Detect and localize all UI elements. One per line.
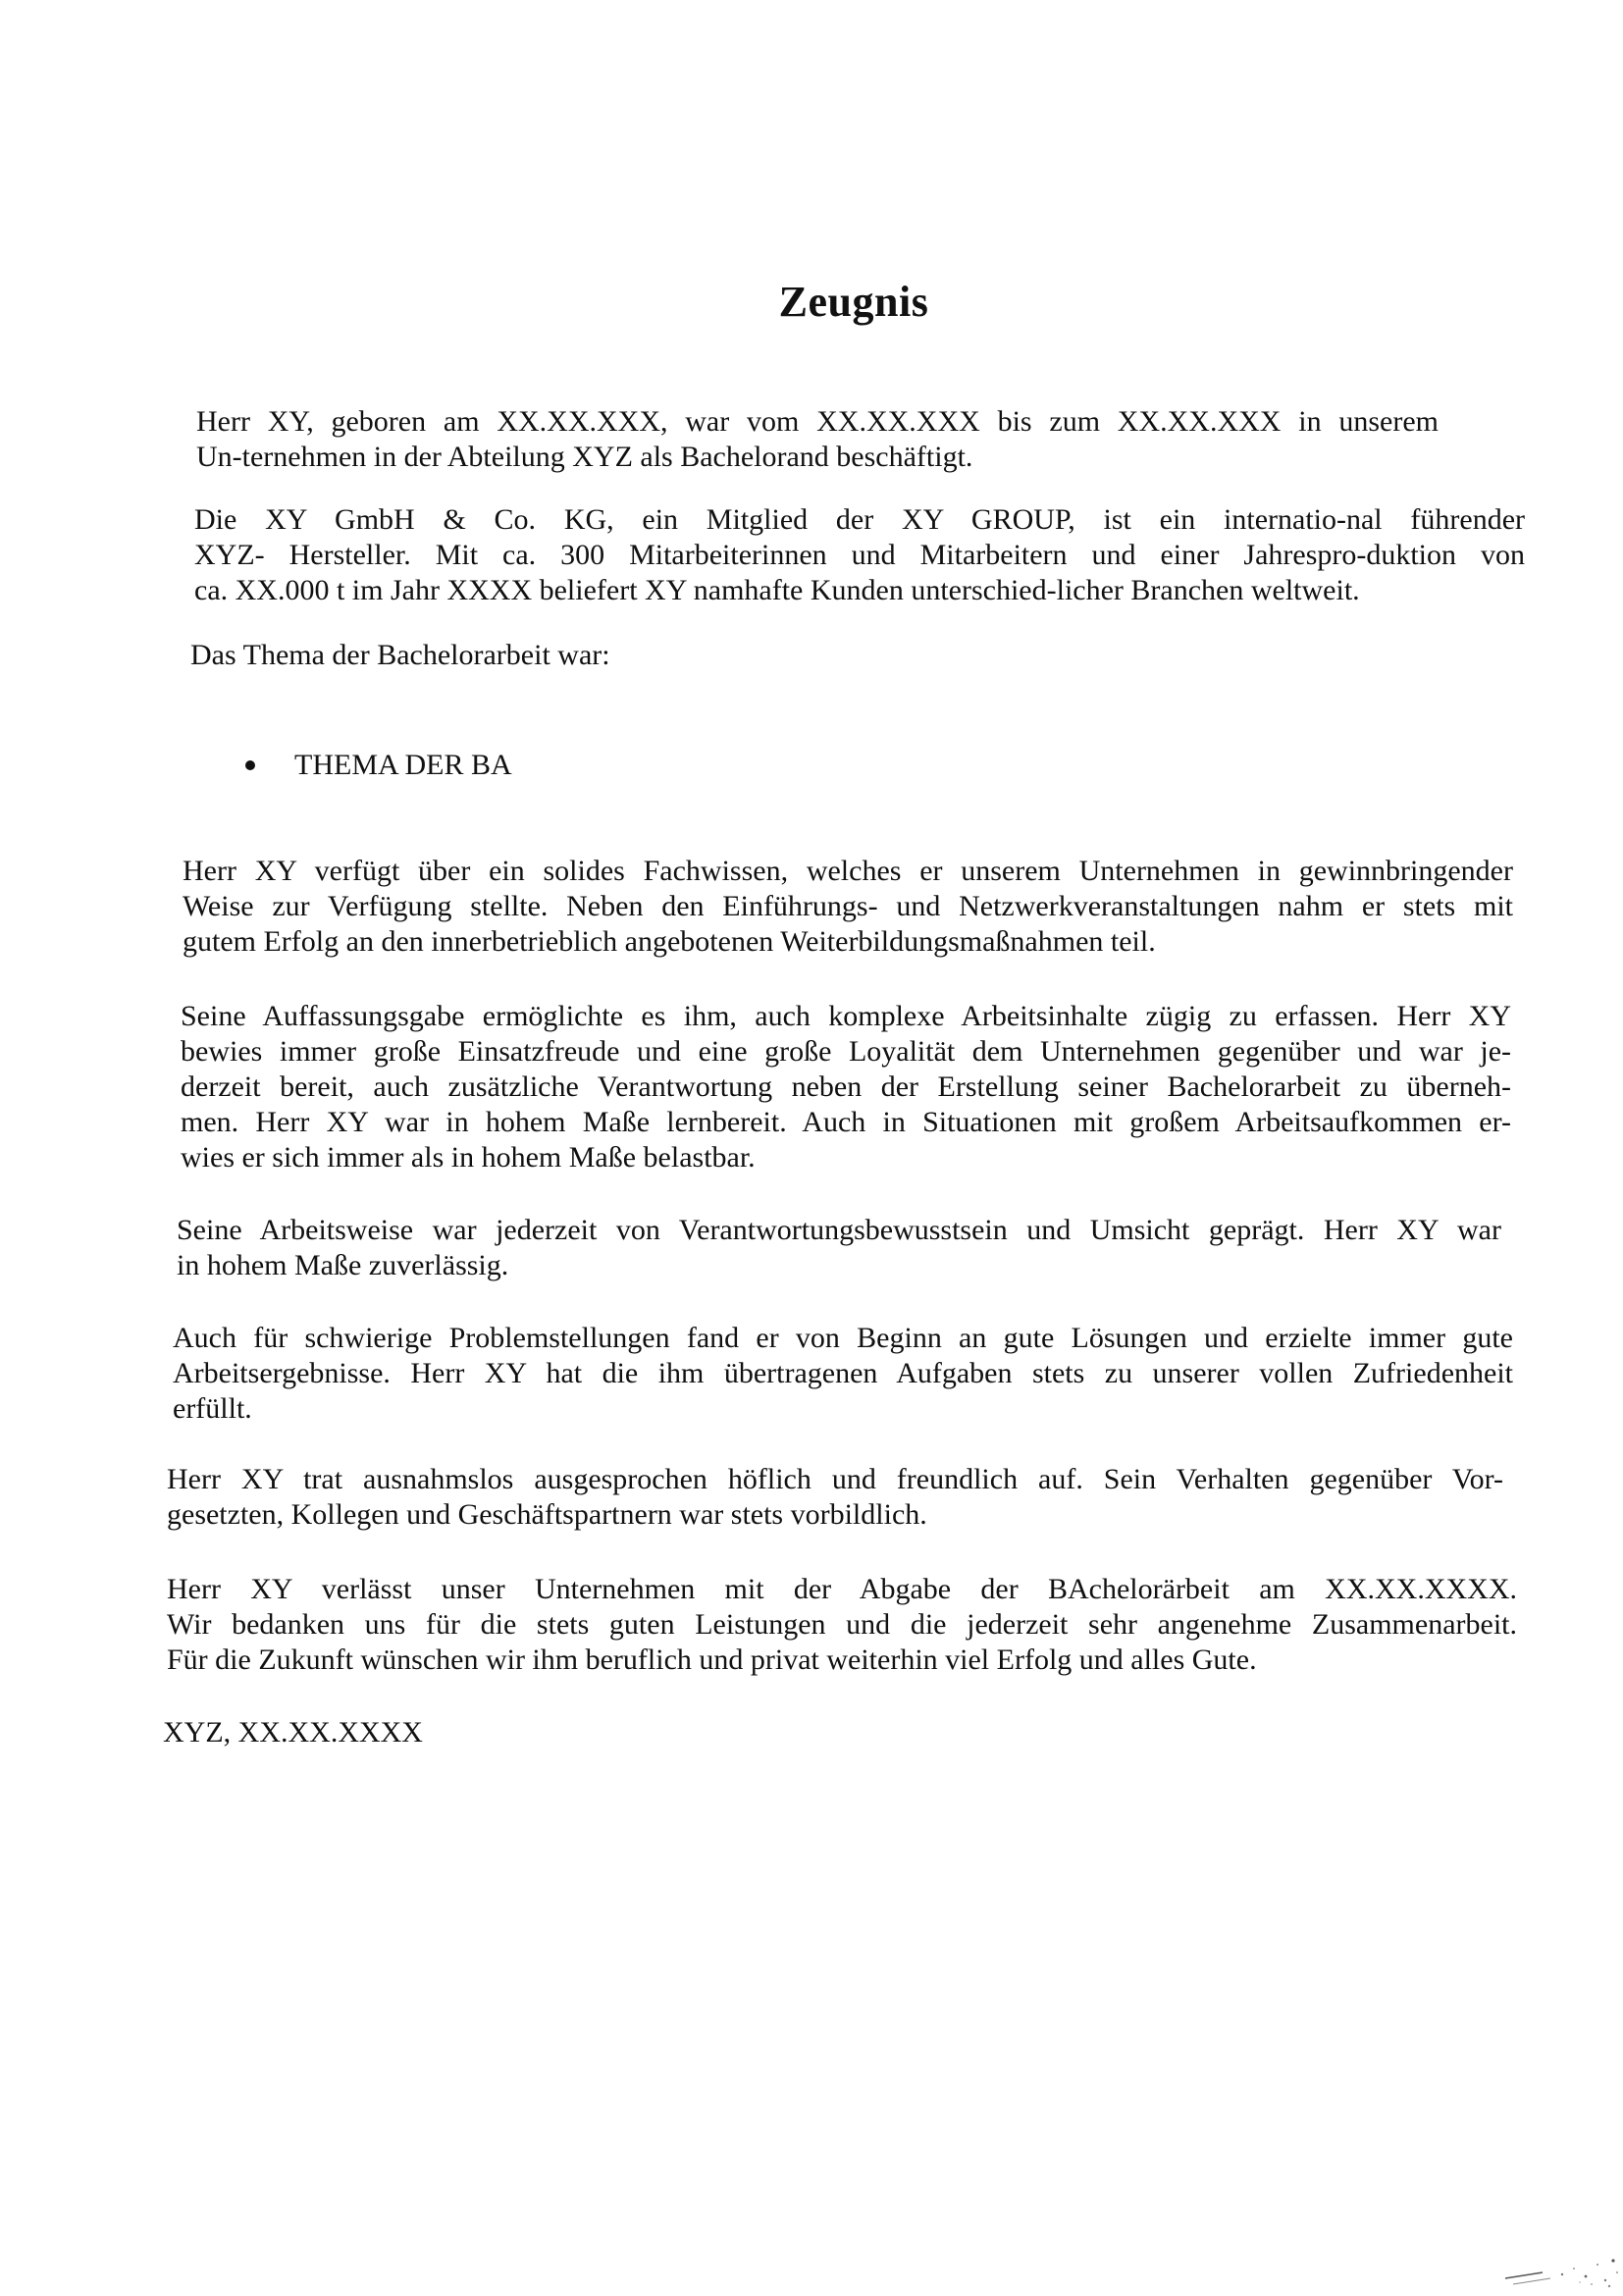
paragraph-work-style (177, 1213, 1501, 1283)
paragraph-conduct (167, 1462, 1503, 1533)
text-line: ca. XX.000 t im Jahr XXXX beliefert XY namhafte Kunden unterschied-licher Branchen weltweit. (194, 574, 1360, 606)
text-line: Herr XY trat ausnahmslos ausgesprochen höflich und freundlich auf. Sein Verhalten gegenüber Vor- (167, 1463, 1503, 1495)
text-line: derzeit bereit, auch zusätzliche Verantwortung neben der Erstellung seiner Bachelorarbeit zu überneh- (181, 1070, 1511, 1103)
text-line: Herr XY verfügt über ein solides Fachwissen, welches er unserem Unternehmen in gewinnbringender (183, 855, 1513, 887)
text-line: Weise zur Verfügung stellte. Neben den Einführungs- und Netzwerkveranstaltungen nahm er stets mit (183, 890, 1513, 922)
paragraph-thesis-intro (190, 638, 1172, 673)
text-line: Arbeitsergebnisse. Herr XY hat die ihm übertragenen Aufgaben stets zu unserer vollen Zufriedenheit (173, 1357, 1513, 1389)
text-line: Auch für schwierige Problemstellungen fand er von Beginn an gute Lösungen und erzielte immer gute (173, 1322, 1513, 1354)
paragraph-employment (196, 404, 1439, 475)
text-line: Un-ternehmen in der Abteilung XYZ als Bachelorand beschäftigt. (196, 441, 973, 473)
scan-noise-icon (1503, 2251, 1621, 2290)
paragraph-expertise (183, 854, 1513, 960)
text-line: Seine Auffassungsgabe ermöglichte es ihm, auch komplexe Arbeitsinhalte zügig zu erfassen. Herr XY (181, 1000, 1511, 1032)
paragraph-closing (167, 1572, 1517, 1678)
bullet-icon (245, 760, 255, 770)
paragraph-results (173, 1321, 1513, 1427)
text-line: bewies immer große Einsatzfreude und eine große Loyalität dem Unternehmen gegenüber und war je- (181, 1035, 1511, 1068)
text-line: Das Thema der Bachelorarbeit war: (190, 639, 610, 671)
text-line: Herr XY, geboren am XX.XX.XXX, war vom XX.XX.XXX bis zum XX.XX.XXX in unserem (196, 405, 1439, 438)
text-line: men. Herr XY war in hohem Maße lernbereit. Auch in Situationen mit großem Arbeitsaufkommen er- (181, 1106, 1511, 1138)
text-line: gutem Erfolg an den innerbetrieblich angebotenen Weiterbildungsmaßnahmen teil. (183, 925, 1156, 958)
text-line: Seine Arbeitsweise war jederzeit von Verantwortungsbewusstsein und Umsicht geprägt. Herr XY war (177, 1214, 1501, 1246)
text-line: gesetzten, Kollegen und Geschäftspartnern war stets vorbildlich. (167, 1498, 927, 1531)
text-line: erfüllt. (173, 1392, 252, 1425)
text-line: in hohem Maße zuverlässig. (177, 1249, 509, 1281)
thesis-topic-text: THEMA DER BA (294, 749, 512, 781)
text-line: Wir bedanken uns für die stets guten Leistungen und die jederzeit sehr angenehme Zusammenarbeit. (167, 1608, 1517, 1641)
text-line: XYZ- Hersteller. Mit ca. 300 Mitarbeiterinnen und Mitarbeitern und einer Jahrespro-duktion von (194, 539, 1525, 571)
paragraph-performance (181, 999, 1511, 1175)
text-line: Für die Zukunft wünschen wir ihm beruflich und privat weiterhin viel Erfolg und alles Gute. (167, 1644, 1257, 1676)
text-line: wies er sich immer als in hohem Maße belastbar. (181, 1141, 756, 1174)
text-line: Herr XY verlässt unser Unternehmen mit der Abgabe der BAchelorärbeit am XX.XX.XXXX. (167, 1573, 1517, 1605)
paragraph-company (194, 502, 1525, 608)
thesis-topic-item (245, 748, 512, 783)
place-date-signoff: XYZ, XX.XX.XXXX (163, 1716, 423, 1748)
document-title: Zeugnis (778, 278, 929, 326)
text-line: Die XY GmbH & Co. KG, ein Mitglied der XY GROUP, ist ein internatio-nal führender (194, 503, 1525, 536)
